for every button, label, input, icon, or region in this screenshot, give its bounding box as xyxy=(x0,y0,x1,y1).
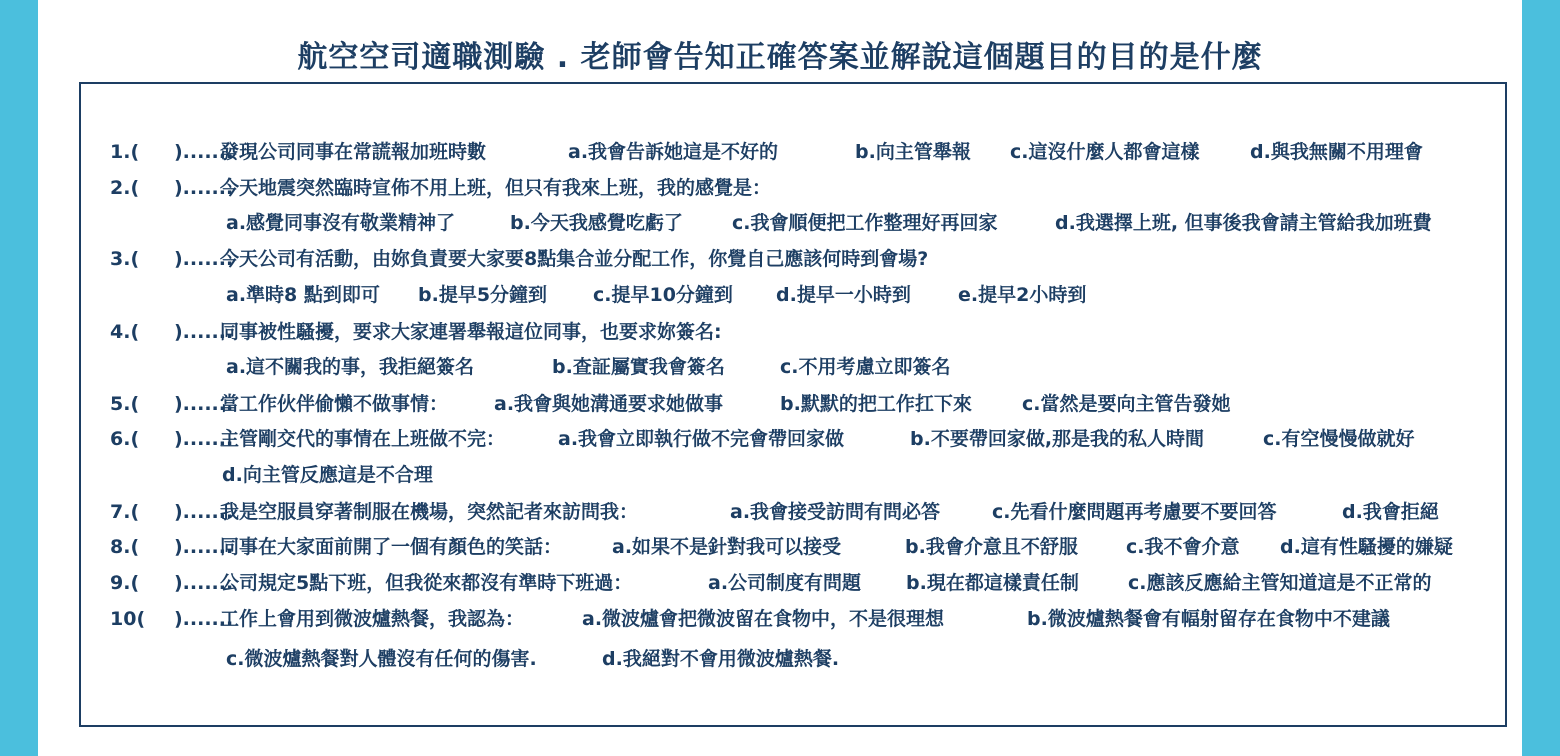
option-a: a.微波爐會把微波留在食物中，不是很理想 xyxy=(582,608,945,630)
question-stem: 當工作伙伴偷懶不做事情： xyxy=(220,393,449,415)
option-c: c.提早10分鐘到 xyxy=(593,284,733,306)
page-title: 航空空司適職測驗 . 老師會告知正確答案並解說這個題目的目的是什麼 xyxy=(297,40,1263,75)
answer-blank: )....... xyxy=(174,321,234,343)
question-1 xyxy=(0,137,1560,167)
option-b: b.不要帶回家做,那是我的私人時間 xyxy=(910,428,1205,450)
option-a: a.我會立即執行做不完會帶回家做 xyxy=(558,428,845,450)
question-10-options xyxy=(0,644,1560,674)
question-4 xyxy=(0,317,1560,347)
answer-blank: )....... xyxy=(174,248,234,270)
option-a: a.準時8 點到即可 xyxy=(226,284,380,306)
option-a: a.我會告訴她這是不好的 xyxy=(568,141,779,163)
question-number: 9.( xyxy=(110,572,140,594)
option-a: a.我會接受訪問有問必答 xyxy=(730,501,941,523)
answer-blank: )....... xyxy=(174,177,234,199)
option-b: b.現在都這樣責任制 xyxy=(906,572,1079,594)
question-3 xyxy=(0,244,1560,274)
option-b: b.今天我感覺吃虧了 xyxy=(510,212,683,234)
question-6-options xyxy=(0,460,1560,490)
question-2-options xyxy=(0,208,1560,238)
question-9 xyxy=(0,568,1560,598)
option-c: c.當然是要向主管告發她 xyxy=(1022,393,1231,415)
question-number: 10( xyxy=(110,608,146,630)
question-2 xyxy=(0,173,1560,203)
option-c: c.不用考慮立即簽名 xyxy=(780,356,951,378)
option-d: d.這有性騷擾的嫌疑 xyxy=(1280,536,1453,558)
question-number: 1.( xyxy=(110,141,140,163)
question-stem: 同事在大家面前開了一個有顏色的笑話： xyxy=(220,536,563,558)
option-d: d.與我無關不用理會 xyxy=(1250,141,1423,163)
question-stem: 發現公司同事在常謊報加班時數 xyxy=(220,141,487,163)
option-c: c.我不會介意 xyxy=(1126,536,1240,558)
question-stem: 同事被性騷擾，要求大家連署舉報這位同事，也要求妳簽名: xyxy=(220,321,722,343)
option-b: b.查証屬實我會簽名 xyxy=(552,356,725,378)
answer-blank: )....... xyxy=(174,536,234,558)
question-8 xyxy=(0,532,1560,562)
option-d: d.提早一小時到 xyxy=(776,284,911,306)
question-number: 8.( xyxy=(110,536,140,558)
option-b: b.我會介意且不舒服 xyxy=(905,536,1078,558)
option-c: c.這沒什麼人都會這樣 xyxy=(1010,141,1200,163)
option-c: c.我會順便把工作整理好再回家 xyxy=(732,212,998,234)
option-c: c.先看什麼問題再考慮要不要回答 xyxy=(992,501,1277,523)
option-d: d.向主管反應這是不合理 xyxy=(222,464,433,486)
option-c: c.微波爐熱餐對人體沒有任何的傷害. xyxy=(226,648,537,670)
answer-blank: )....... xyxy=(174,141,234,163)
question-stem: 今天公司有活動，由妳負責要大家要8點集合並分配工作，你覺自己應該何時到會場? xyxy=(220,248,929,270)
option-d: d.我絕對不會用微波爐熱餐. xyxy=(602,648,840,670)
question-5 xyxy=(0,389,1560,419)
option-b: b.微波爐熱餐會有幅射留存在食物中不建議 xyxy=(1027,608,1390,630)
question-stem: 工作上會用到微波爐熱餐，我認為： xyxy=(220,608,525,630)
answer-blank: )....... xyxy=(174,572,234,594)
answer-blank: )....... xyxy=(174,608,234,630)
option-d: d.我選擇上班, 但事後我會請主管給我加班費 xyxy=(1055,212,1432,234)
option-c: c.應該反應給主管知道這是不正常的 xyxy=(1128,572,1432,594)
question-number: 3.( xyxy=(110,248,140,270)
question-number: 2.( xyxy=(110,177,140,199)
option-a: a.如果不是針對我可以接受 xyxy=(612,536,842,558)
option-b: b.默默的把工作扛下來 xyxy=(780,393,972,415)
answer-blank: )....... xyxy=(174,501,234,523)
option-b: b.提早5分鐘到 xyxy=(418,284,548,306)
question-number: 4.( xyxy=(110,321,140,343)
option-c: c.有空慢慢做就好 xyxy=(1263,428,1415,450)
question-6 xyxy=(0,424,1560,454)
question-stem: 今天地震突然臨時宣佈不用上班，但只有我來上班，我的感覺是： xyxy=(220,177,772,199)
option-a: a.感覺同事沒有敬業精神了 xyxy=(226,212,456,234)
question-number: 5.( xyxy=(110,393,140,415)
option-e: e.提早2小時到 xyxy=(958,284,1087,306)
answer-blank: )....... xyxy=(174,393,234,415)
option-a: a.我會與她溝通要求她做事 xyxy=(494,393,724,415)
question-number: 6.( xyxy=(110,428,140,450)
answer-blank: )....... xyxy=(174,428,234,450)
question-7 xyxy=(0,497,1560,527)
option-a: a.公司制度有問題 xyxy=(708,572,862,594)
question-number: 7.( xyxy=(110,501,140,523)
option-b: b.向主管舉報 xyxy=(855,141,971,163)
question-10 xyxy=(0,604,1560,634)
question-stem: 我是空服員穿著制服在機場，突然記者來訪問我： xyxy=(220,501,639,523)
question-4-options xyxy=(0,352,1560,382)
question-3-options xyxy=(0,280,1560,310)
question-stem: 公司規定5點下班，但我從來都沒有準時下班過： xyxy=(220,572,633,594)
option-a: a.這不關我的事，我拒絕簽名 xyxy=(226,356,475,378)
option-d: d.我會拒絕 xyxy=(1342,501,1439,523)
question-stem: 主管剛交代的事情在上班做不完： xyxy=(220,428,506,450)
